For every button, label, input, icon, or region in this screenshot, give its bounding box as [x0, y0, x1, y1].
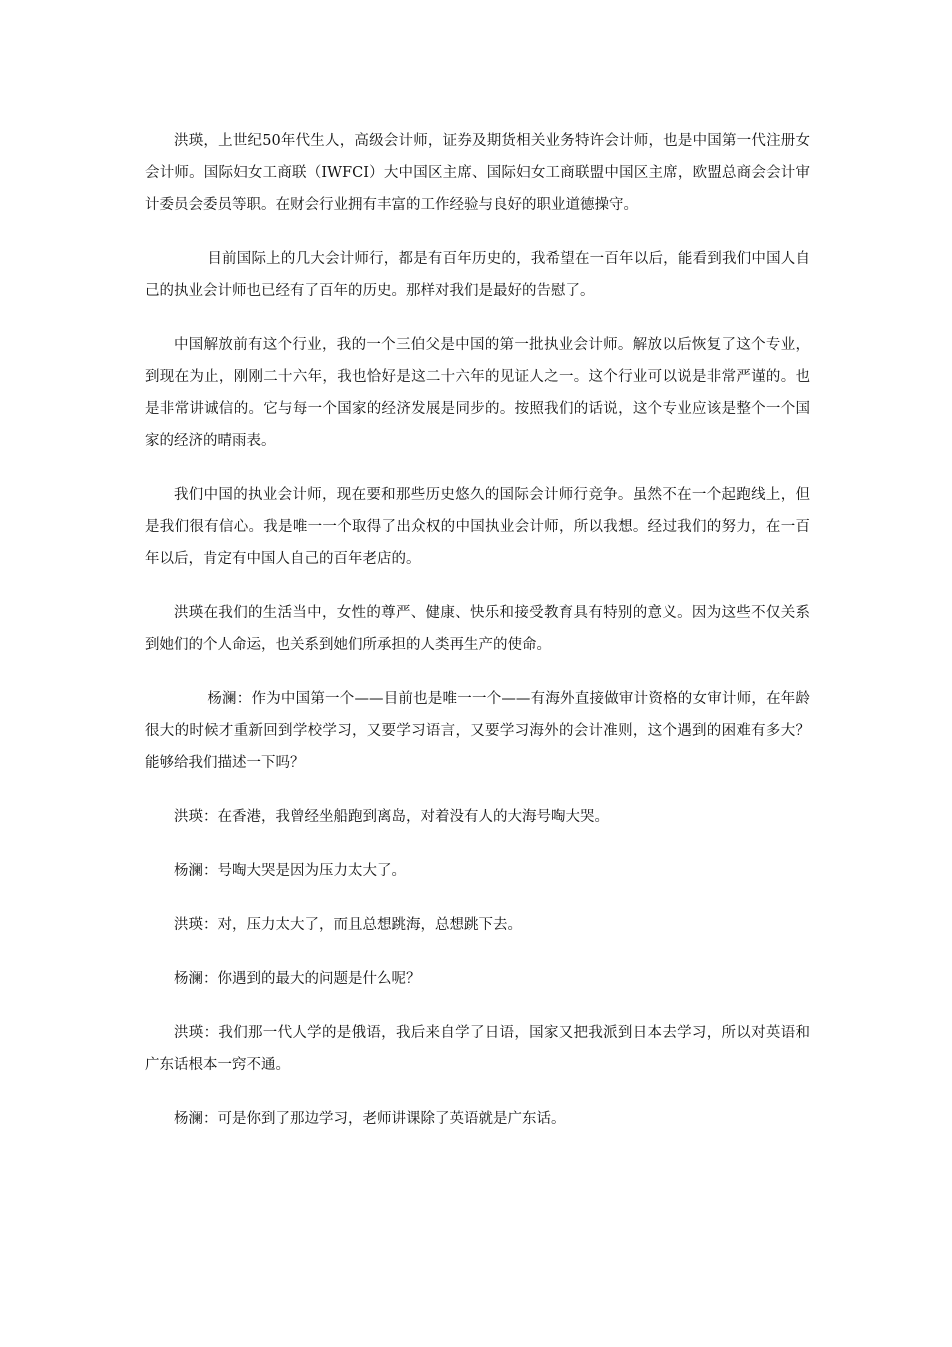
paragraph-dialogue-3: 洪瑛：对，压力太大了，而且总想跳海，总想跳下去。	[174, 917, 522, 933]
paragraph-dialogue-2: 杨澜：号啕大哭是因为压力太大了。	[174, 863, 406, 879]
paragraph-dialogue-6: 杨澜：可是你到了那边学习，老师讲课除了英语就是广东话。	[174, 1111, 566, 1127]
document-body	[145, 125, 810, 1157]
paragraph-hong-ying-bio: 洪瑛，上世纪50年代生人，高级会计师，证券及期货相关业务特许会计师，也是中国第一代注册女会计师。国际妇女工商联（IWFCI）大中国区主席、国际妇女工商联盟中国区主席，欧盟总商会会计审计委员会委员等职。在财会行业拥有丰富的工作经验与良好的职业道德操守。	[145, 133, 810, 213]
paragraph-dialogue-5: 洪瑛：我们那一代人学的是俄语，我后来自学了日语，国家又把我派到日本去学习，所以对英语和广东话根本一窍不通。	[145, 1025, 810, 1073]
paragraph-interview-question: 杨澜：作为中国第一个——目前也是唯一一个——有海外直接做审计资格的女审计师，在年龄很大的时候才重新回到学校学习，又要学习语言，又要学习海外的会计准则，这个遇到的困难有多大？能够给我们描述一下吗？	[145, 691, 810, 771]
paragraph-profession-history: 中国解放前有这个行业，我的一个三伯父是中国的第一批执业会计师。解放以后恢复了这个专业，到现在为止，刚刚二十六年，我也恰好是这二十六年的见证人之一。这个行业可以说是非常严谨的。也是非常讲诚信的。它与每一个国家的经济发展是同步的。按照我们的话说，这个专业应该是整个一个国家的经济的晴雨表。	[145, 337, 810, 449]
paragraph-hundred-year-hope: 目前国际上的几大会计师行，都是有百年历史的，我希望在一百年以后，能看到我们中国人自己的执业会计师也已经有了百年的历史。那样对我们是最好的告慰了。	[145, 251, 810, 299]
paragraph-competition: 我们中国的执业会计师，现在要和那些历史悠久的国际会计师行竞争。虽然不在一个起跑线上，但是我们很有信心。我是唯一一个取得了出众权的中国执业会计师，所以我想。经过我们的努力，在一百年以后，肯定有中国人自己的百年老店的。	[145, 487, 810, 567]
paragraph-women-dignity: 洪瑛在我们的生活当中，女性的尊严、健康、快乐和接受教育具有特别的意义。因为这些不仅关系到她们的个人命运，也关系到她们所承担的人类再生产的使命。	[145, 605, 810, 653]
paragraph-dialogue-4: 杨澜：你遇到的最大的问题是什么呢？	[174, 971, 421, 987]
paragraph-dialogue-1: 洪瑛：在香港，我曾经坐船跑到离岛，对着没有人的大海号啕大哭。	[174, 809, 609, 825]
